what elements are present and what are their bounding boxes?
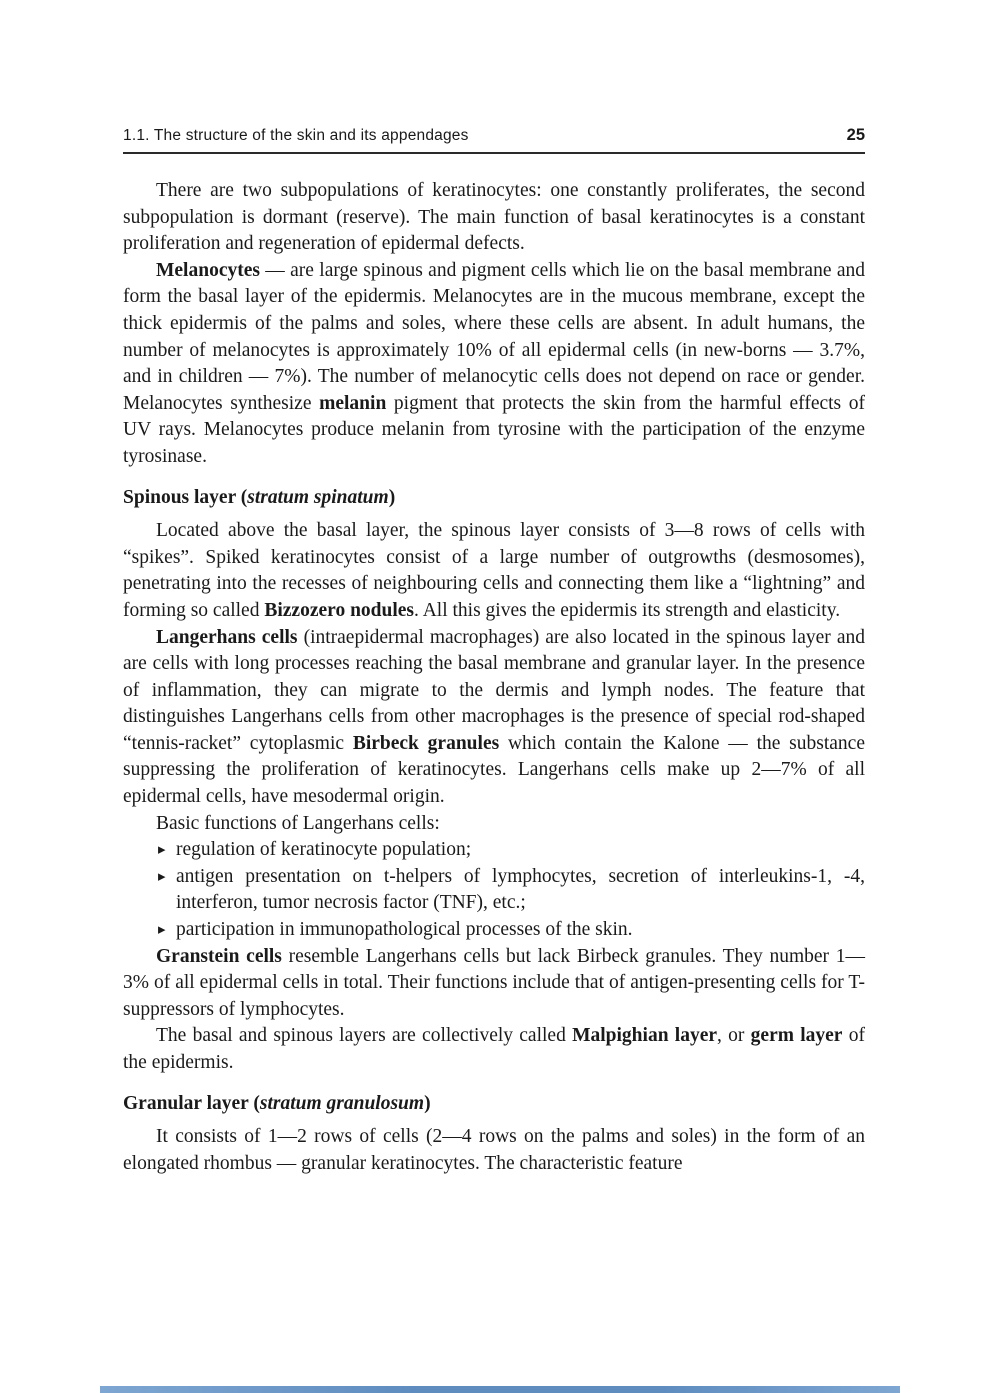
running-title: 1.1. The structure of the skin and its appendages	[123, 127, 469, 144]
text-run: pigment that protects the skin from the harmful effects of UV rays. Melanocytes produce melanin from tyrosine with the participation of the enzyme tyrosinase.	[123, 392, 865, 467]
heading-spinous-layer	[123, 485, 865, 512]
text-run: (intraepidermal macrophages) are also located in the spinous layer and are cells with long processes reaching the basal membrane and granular layer. In the presence of inflammation, they can migrate to the dermis and lymph nodes. The feature that distinguishes Langerhans cells from other macrophages is the presence of special rod-shaped “tennis-racket” cytoplasmic	[123, 626, 865, 754]
paragraph-spinous-layer	[123, 518, 865, 624]
text-run: Located above the basal layer, the spinous layer consists of 3—8 rows of cells with “spikes”. Spiked keratinocytes consist of a large number of outgrowths (desmosomes), penetrating into the recesses of neighbouring cells and connecting them like a “lightning” and forming so called	[123, 520, 865, 621]
page-edge-decoration	[100, 1386, 900, 1393]
list-item	[158, 864, 865, 917]
list-item-text: regulation of keratinocyte population;	[176, 839, 472, 861]
paragraph-granular-layer: It consists of 1—2 rows of cells (2—4 rows on the palms and soles) in the form of an elongated rhombus — granular keratinocytes. The characteristic feature	[123, 1126, 865, 1174]
text-run: . All this gives the epidermis its strength and elasticity.	[414, 599, 841, 621]
term-bizzozero-nodules: Bizzozero nodules	[264, 599, 415, 621]
term-melanocytes: Melanocytes	[156, 259, 260, 281]
term-germ-layer: germ layer	[750, 1025, 843, 1047]
paragraph-melanocytes	[123, 258, 865, 471]
list-item	[158, 917, 865, 944]
latin-term: stratum granulosum	[259, 1092, 425, 1114]
paragraph-langerhans-cells	[123, 625, 865, 811]
text-run: of the epidermis.	[123, 1025, 865, 1073]
heading-text: Spinous layer (	[123, 486, 248, 508]
paragraph-basic-functions-intro: Basic functions of Langerhans cells:	[156, 812, 440, 834]
langerhans-functions-list	[158, 837, 865, 943]
triangle-bullet-icon: ▸	[158, 922, 166, 939]
heading-text: )	[424, 1092, 431, 1114]
list-item-text: antigen presentation on t-helpers of lymphocytes, secretion of interleukins-1, -4, interferon, tumor necrosis factor (TNF), etc.;	[176, 865, 865, 914]
heading-text: Granular layer (	[123, 1092, 260, 1114]
term-birbeck-granules: Birbeck granules	[352, 732, 500, 754]
paragraph-malpighian-layer	[123, 1023, 865, 1076]
text-run: — are large spinous and pigment cells which lie on the basal membrane and form the basal layer of the epidermis. Melanocytes are in the mucous membrane, except the thick epidermis of the palms and soles, where these cells are absent. In adult humans, the number of melanocytes is approximately 10% of all epidermal cells (in new-borns — 3.7%, and in children — 7%). The number of melanocytic cells does not depend on race or gender. Melanocytes synthesize	[123, 259, 865, 414]
text-run: , or	[717, 1025, 751, 1047]
term-melanin: melanin	[319, 392, 387, 414]
term-granstein-cells: Granstein cells	[156, 945, 282, 967]
triangle-bullet-icon: ▸	[158, 842, 166, 859]
latin-term: stratum spinatum	[247, 486, 389, 508]
list-item-text: participation in immunopathological processes of the skin.	[176, 919, 633, 941]
text-run: which contain the Kalone — the substance suppressing the proliferation of keratinocytes. Langerhans cells make up 2—7% of all epidermal cells, have mesodermal origin.	[123, 732, 865, 808]
term-langerhans-cells: Langerhans cells	[156, 626, 298, 648]
list-item	[158, 837, 865, 864]
paragraph-keratinocyte-subpopulations: There are two subpopulations of keratinocytes: one constantly proliferates, the second subpopulation is dormant (reserve). The main function of basal keratinocytes is a constant proliferation and regeneration of epidermal defects.	[123, 180, 865, 255]
header-rule	[123, 152, 865, 154]
page-number: 25	[846, 126, 865, 144]
paragraph-granstein-cells	[123, 944, 865, 1024]
page-header	[123, 126, 865, 145]
text-run: The basal and spinous layers are collectively called	[156, 1025, 573, 1047]
term-malpighian-layer: Malpighian layer	[572, 1025, 718, 1047]
heading-text: )	[388, 486, 396, 508]
text-run: resemble Langerhans cells but lack Birbeck granules. They number 1—3% of all epidermal cells in total. Their functions include that of antigen-presenting cells for T-suppressors of lymphocytes.	[123, 945, 865, 1020]
page-body	[123, 178, 865, 1177]
heading-granular-layer	[123, 1091, 865, 1118]
triangle-bullet-icon: ▸	[158, 868, 166, 885]
